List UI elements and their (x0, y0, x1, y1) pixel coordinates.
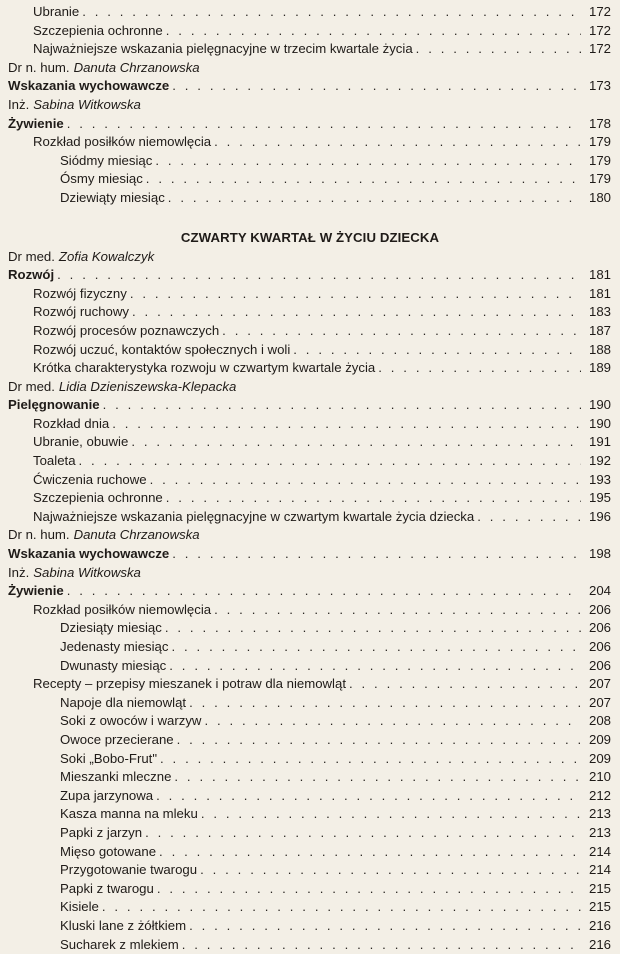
author-line (0, 526, 620, 545)
page-number: 209 (581, 750, 611, 769)
page-number: 198 (581, 545, 611, 564)
page-number: 207 (581, 694, 611, 713)
page-number: 213 (581, 824, 611, 843)
page-number: 210 (581, 768, 611, 787)
entry-title: Rozkład dnia (33, 415, 112, 434)
toc-entry (0, 731, 620, 750)
toc-entry (0, 712, 620, 731)
page-number: 216 (581, 936, 611, 954)
author-name: Sabina Witkowska (33, 97, 141, 112)
dot-leader (131, 433, 581, 452)
page-number: 204 (581, 582, 611, 601)
dot-leader (174, 768, 581, 787)
dot-leader (200, 861, 581, 880)
author-name: Danuta Chrzanowska (74, 60, 200, 75)
page-number: 179 (581, 133, 611, 152)
page-number: 206 (581, 619, 611, 638)
toc-entry (0, 508, 620, 527)
dot-leader (172, 545, 581, 564)
dot-leader (171, 638, 581, 657)
page-number: 206 (581, 657, 611, 676)
toc-entry (0, 452, 620, 471)
dot-leader (150, 471, 581, 490)
dot-leader (214, 133, 581, 152)
author-name: Danuta Chrzanowska (74, 527, 200, 542)
entry-title: Żywienie (8, 582, 67, 601)
author-line (0, 59, 620, 78)
dot-leader (189, 917, 581, 936)
dot-leader (160, 750, 581, 769)
dot-leader (293, 341, 581, 360)
entry-title: Przygotowanie twarogu (60, 861, 200, 880)
page-number: 207 (581, 675, 611, 694)
page-number: 192 (581, 452, 611, 471)
dot-leader (177, 731, 581, 750)
dot-leader (57, 266, 581, 285)
entry-title: Rozwój (8, 266, 57, 285)
entry-title: Szczepienia ochronne (33, 22, 166, 41)
entry-title: Ćwiczenia ruchowe (33, 471, 150, 490)
page-number: 172 (581, 3, 611, 22)
toc-entry (0, 675, 620, 694)
toc-entry (0, 843, 620, 862)
dot-leader (416, 40, 581, 59)
page-number: 180 (581, 189, 611, 208)
page-number: 193 (581, 471, 611, 490)
toc-entry (0, 805, 620, 824)
toc-entry (0, 694, 620, 713)
toc-entry (0, 285, 620, 304)
toc-entry (0, 619, 620, 638)
toc-entry (0, 433, 620, 452)
toc-entry (0, 22, 620, 41)
toc-entry (0, 3, 620, 22)
dot-leader (132, 303, 581, 322)
entry-title: Ubranie (33, 3, 82, 22)
toc-chapter-entry (0, 396, 620, 415)
page-number: 189 (581, 359, 611, 378)
author-name: Lidia Dzieniszewska-Klepacka (59, 379, 236, 394)
toc-entry (0, 936, 620, 954)
author-line (0, 378, 620, 397)
dot-leader (145, 824, 581, 843)
entry-title: Wskazania wychowawcze (8, 77, 172, 96)
entry-title: Pielęgnowanie (8, 396, 103, 415)
author-line (0, 564, 620, 583)
page-number: 179 (581, 170, 611, 189)
entry-title: Owoce przecierane (60, 731, 177, 750)
entry-title: Zupa jarzynowa (60, 787, 156, 806)
entry-title: Wskazania wychowawcze (8, 545, 172, 564)
author-line (0, 96, 620, 115)
entry-title: Dwunasty miesiąc (60, 657, 169, 676)
entry-title: Napoje dla niemowląt (60, 694, 189, 713)
page-number: 172 (581, 22, 611, 41)
toc-entry (0, 750, 620, 769)
page-number: 215 (581, 898, 611, 917)
entry-title: Najważniejsze wskazania pielęgnacyjne w trzecim kwartale życia (33, 40, 416, 59)
page-number: 209 (581, 731, 611, 750)
page-number: 216 (581, 917, 611, 936)
page-number: 179 (581, 152, 611, 171)
dot-leader (146, 170, 581, 189)
dot-leader (204, 712, 581, 731)
page-number: 212 (581, 787, 611, 806)
dot-leader (67, 582, 581, 601)
entry-title: Najważniejsze wskazania pielęgnacyjne w czwartym kwartale życia dziecka (33, 508, 477, 527)
author-line (0, 248, 620, 267)
dot-leader (130, 285, 581, 304)
dot-leader (349, 675, 581, 694)
page-number: 183 (581, 303, 611, 322)
dot-leader (159, 843, 581, 862)
entry-title: Kluski lane z żółtkiem (60, 917, 189, 936)
entry-title: Rozwój uczuć, kontaktów społecznych i woli (33, 341, 293, 360)
dot-leader (189, 694, 581, 713)
toc-entry (0, 657, 620, 676)
entry-title: Kasza manna na mleku (60, 805, 201, 824)
page-number: 190 (581, 396, 611, 415)
author-title: Dr med. (8, 249, 55, 264)
page-number: 214 (581, 843, 611, 862)
dot-leader (165, 619, 581, 638)
dot-leader (182, 936, 581, 954)
author-name: Zofia Kowalczyk (59, 249, 154, 264)
toc-chapter-entry (0, 545, 620, 564)
dot-leader (477, 508, 581, 527)
entry-title: Toaleta (33, 452, 79, 471)
entry-title: Papki z jarzyn (60, 824, 145, 843)
entry-title: Ubranie, obuwie (33, 433, 131, 452)
dot-leader (102, 898, 581, 917)
dot-leader (378, 359, 581, 378)
page-number: 195 (581, 489, 611, 508)
dot-leader (214, 601, 581, 620)
dot-leader (169, 657, 581, 676)
dot-leader (166, 489, 581, 508)
page-number: 181 (581, 285, 611, 304)
dot-leader (155, 152, 581, 171)
page-number: 206 (581, 601, 611, 620)
entry-title: Soki „Bobo-Frut" (60, 750, 160, 769)
toc-entry (0, 359, 620, 378)
toc-entry (0, 170, 620, 189)
entry-title: Krótka charakterystyka rozwoju w czwartym kwartale życia (33, 359, 378, 378)
toc-chapter-entry (0, 582, 620, 601)
author-title: Dr med. (8, 379, 55, 394)
toc-entry (0, 824, 620, 843)
entry-title: Sucharek z mlekiem (60, 936, 182, 954)
page-number: 178 (581, 115, 611, 134)
dot-leader (166, 22, 581, 41)
section-heading: CZWARTY KWARTAŁ W ŻYCIU DZIECKA (0, 229, 620, 248)
entry-title: Żywienie (8, 115, 67, 134)
author-title: Inż. (8, 565, 29, 580)
entry-title: Dziesiąty miesiąc (60, 619, 165, 638)
page-number: 206 (581, 638, 611, 657)
toc-entry (0, 152, 620, 171)
toc-entry (0, 133, 620, 152)
section-heading-row (0, 208, 620, 248)
entry-title: Rozkład posiłków niemowlęcia (33, 601, 214, 620)
entry-title: Jedenasty miesiąc (60, 638, 171, 657)
toc-entry (0, 189, 620, 208)
entry-title: Ósmy miesiąc (60, 170, 146, 189)
author-name: Sabina Witkowska (33, 565, 141, 580)
page-number: 172 (581, 40, 611, 59)
entry-title: Rozwój fizyczny (33, 285, 130, 304)
toc-entry (0, 322, 620, 341)
entry-title: Recepty – przepisy mieszanek i potraw dla niemowląt (33, 675, 349, 694)
toc-entry (0, 489, 620, 508)
page-number: 191 (581, 433, 611, 452)
dot-leader (222, 322, 581, 341)
page-number: 196 (581, 508, 611, 527)
page-number: 213 (581, 805, 611, 824)
toc-chapter-entry (0, 266, 620, 285)
entry-title: Siódmy miesiąc (60, 152, 155, 171)
dot-leader (157, 880, 581, 899)
toc-entry (0, 638, 620, 657)
entry-title: Rozwój ruchowy (33, 303, 132, 322)
dot-leader (172, 77, 581, 96)
page-number: 173 (581, 77, 611, 96)
toc-entry (0, 768, 620, 787)
dot-leader (82, 3, 581, 22)
entry-title: Mieszanki mleczne (60, 768, 174, 787)
toc-entry (0, 880, 620, 899)
dot-leader (201, 805, 581, 824)
toc-entry (0, 303, 620, 322)
author-title: Dr n. hum. (8, 60, 70, 75)
dot-leader (112, 415, 581, 434)
dot-leader (156, 787, 581, 806)
entry-title: Soki z owoców i warzyw (60, 712, 204, 731)
author-title: Inż. (8, 97, 29, 112)
entry-title: Rozkład posiłków niemowlęcia (33, 133, 214, 152)
page-number: 208 (581, 712, 611, 731)
entry-title: Kisiele (60, 898, 102, 917)
entry-title: Szczepienia ochronne (33, 489, 166, 508)
toc-chapter-entry (0, 77, 620, 96)
toc-entry (0, 471, 620, 490)
page-number: 188 (581, 341, 611, 360)
toc-entry (0, 601, 620, 620)
page-number: 187 (581, 322, 611, 341)
toc-entry (0, 917, 620, 936)
entry-title: Dziewiąty miesiąc (60, 189, 168, 208)
page-number: 181 (581, 266, 611, 285)
toc-entry (0, 787, 620, 806)
toc-chapter-entry (0, 115, 620, 134)
toc-entry (0, 861, 620, 880)
entry-title: Rozwój procesów poznawczych (33, 322, 222, 341)
toc-entry (0, 40, 620, 59)
toc-entry (0, 341, 620, 360)
toc-entry (0, 898, 620, 917)
dot-leader (103, 396, 581, 415)
dot-leader (168, 189, 581, 208)
page-number: 214 (581, 861, 611, 880)
author-title: Dr n. hum. (8, 527, 70, 542)
entry-title: Papki z twarogu (60, 880, 157, 899)
dot-leader (67, 115, 581, 134)
page-number: 215 (581, 880, 611, 899)
table-of-contents (0, 3, 620, 954)
entry-title: Mięso gotowane (60, 843, 159, 862)
toc-entry (0, 415, 620, 434)
page-number: 190 (581, 415, 611, 434)
dot-leader (79, 452, 581, 471)
